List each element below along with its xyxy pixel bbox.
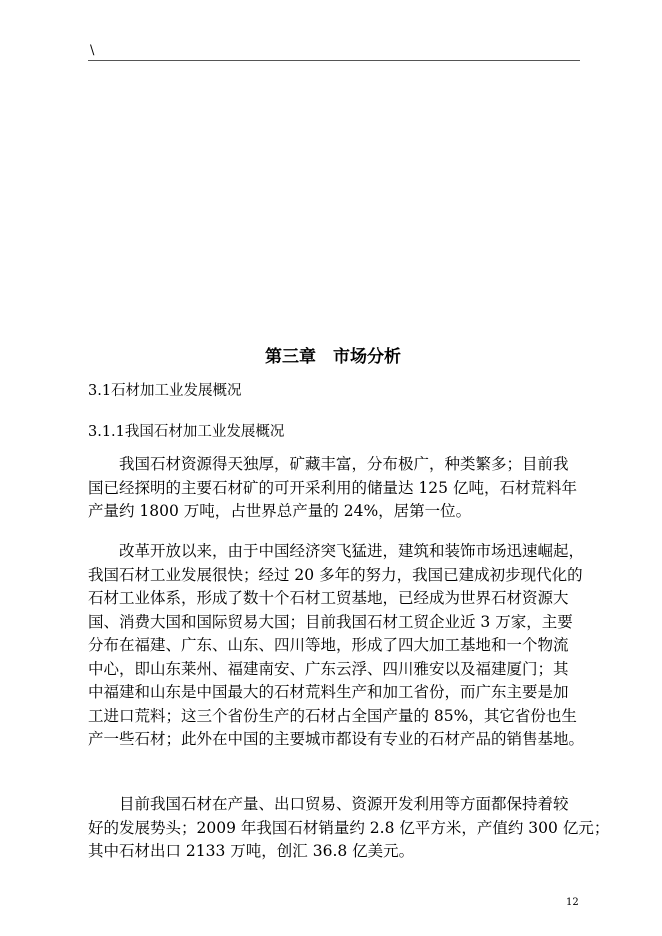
text-line: 工进口荒料；这三个省份生产的石材占全国产量的 85%，其它省份也生 — [88, 706, 577, 725]
section-number: 3.1.1 — [88, 424, 125, 440]
section-heading-3-1-1 — [88, 422, 284, 442]
paragraph-resources — [88, 453, 584, 524]
section-title: 石材加工业发展概况 — [111, 383, 242, 399]
text-line: 好的发展势头；2009 年我国石材销量约 2.8 亿平方米，产值约 300 亿元； — [88, 818, 610, 837]
section-number: 3.1 — [88, 383, 112, 399]
text-line: 我国石材资源得天独厚，矿藏丰富，分布极广，种类繁多；目前我 — [88, 455, 569, 473]
paragraph-industry — [88, 540, 584, 752]
header-rule — [88, 60, 580, 61]
text-line: 产一些石材；此外在中国的主要城市都设有专业的石材产品的销售基地。 — [88, 730, 585, 748]
header-mark: \ — [90, 43, 95, 58]
text-line: 石材工业体系，形成了数十个石材工贸基地，已经成为世界石材资源大 — [88, 589, 569, 607]
text-line: 国已经探明的主要石材矿的可开采利用的储量达 125 亿吨，石材荒料年 — [88, 478, 577, 497]
page-number: 12 — [566, 897, 579, 908]
section-title: 我国石材加工业发展概况 — [124, 424, 285, 440]
paragraph-trade — [88, 793, 610, 864]
text-line: 分布在福建、广东、山东、四川等地，形成了四大加工基地和一个物流 — [88, 636, 569, 654]
text-line: 目前我国石材在产量、出口贸易、资源开发利用等方面都保持着较 — [88, 795, 569, 813]
text-line: 中福建和山东是中国最大的石材荒料生产和加工省份，而广东主要是加 — [88, 683, 569, 701]
text-line: 其中石材出口 2133 万吨，创汇 36.8 亿美元。 — [88, 842, 415, 860]
section-heading-3-1 — [88, 381, 242, 401]
text-line: 产量约 1800 万吨，占世界总产量的 24%，居第一位。 — [88, 502, 472, 520]
text-line: 中心，即山东莱州、福建南安、广东云浮、四川雅安以及福建厦门；其 — [88, 659, 569, 678]
text-line: 我国石材工业发展很快；经过 20 多年的努力，我国已建成初步现代化的 — [88, 565, 583, 584]
chapter-title: 第三章 市场分析 — [265, 347, 401, 367]
text-line: 国、消费大国和国际贸易大国；目前我国石材工贸企业近 3 万家，主要 — [88, 612, 573, 631]
text-line: 改革开放以来，由于中国经济突飞猛进，建筑和装饰市场迅速崛起， — [88, 542, 585, 560]
